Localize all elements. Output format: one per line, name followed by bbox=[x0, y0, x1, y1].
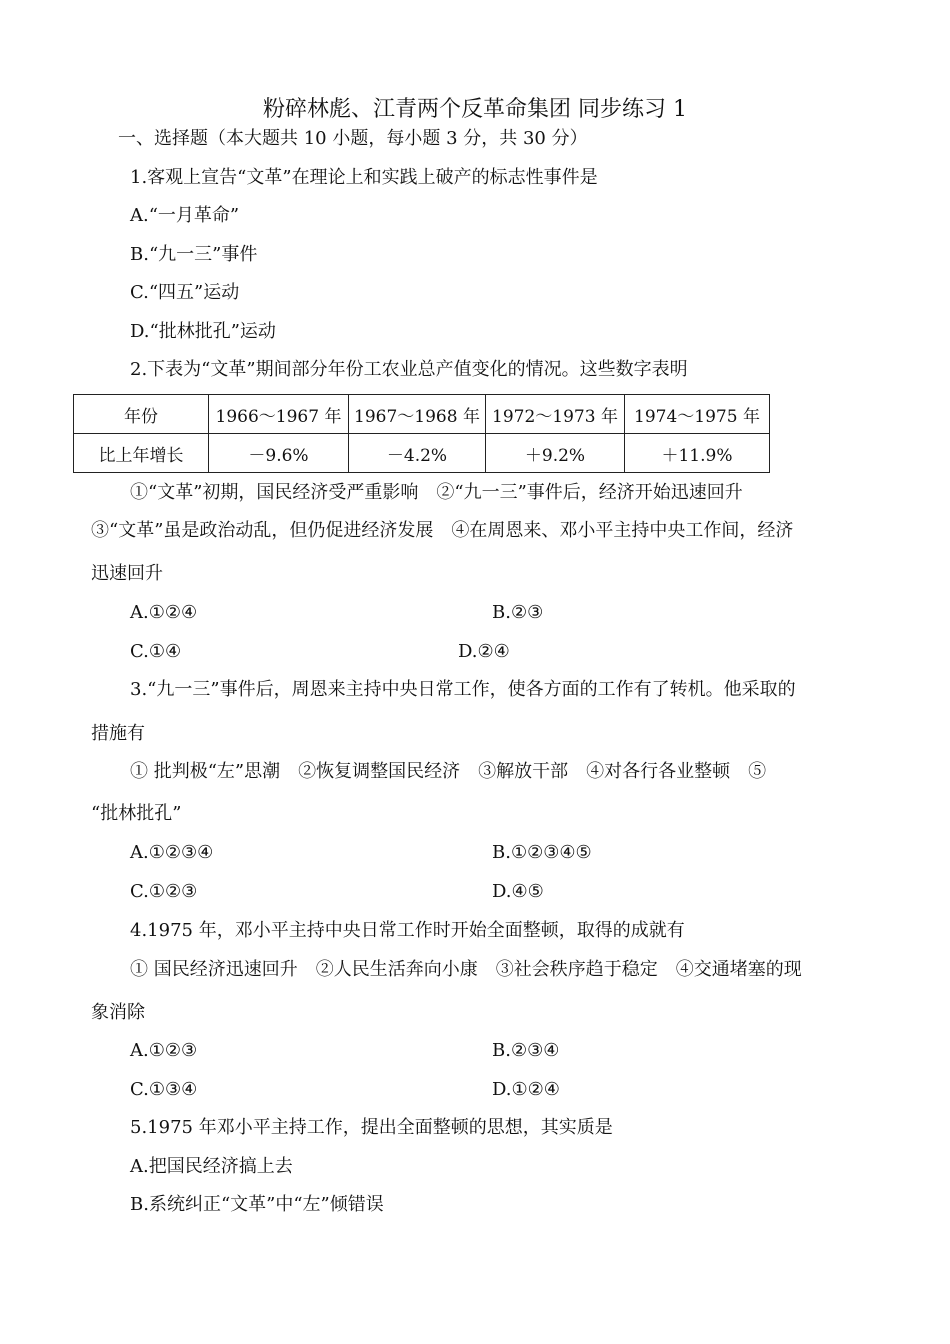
q5-option-a: A.把国民经济搞上去 bbox=[130, 1156, 293, 1177]
table-cell: 比上年增长 bbox=[74, 434, 209, 473]
table-cell: ＋9.2% bbox=[486, 434, 625, 473]
q4-option-d: D.①②④ bbox=[492, 1079, 560, 1100]
q2-statements-line1: ①“文革”初期，国民经济受严重影响 ②“九一三”事件后，经济开始迅速回升 bbox=[130, 482, 743, 503]
table-cell: －9.6% bbox=[209, 434, 349, 473]
q3-statements-line2: “批林批孔” bbox=[91, 803, 182, 824]
q1-option-c: C.“四五”运动 bbox=[130, 282, 240, 303]
q2-option-a: A.①②④ bbox=[130, 602, 198, 623]
q4-statements-line1: ① 国民经济迅速回升 ②人民生活奔向小康 ③社会秩序趋于稳定 ④交通堵塞的现 bbox=[130, 959, 802, 980]
q2-statements-line2: ③“文革”虽是政治动乱，但仍促进经济发展 ④在周恩来、邓小平主持中央工作间，经济 bbox=[91, 520, 794, 541]
q3-option-c: C.①②③ bbox=[130, 881, 198, 902]
q3-statements-line1: ① 批判极“左”思潮 ②恢复调整国民经济 ③解放干部 ④对各行各业整顿 ⑤ bbox=[130, 761, 767, 782]
q4-option-b: B.②③④ bbox=[492, 1040, 560, 1061]
section-heading: 一、选择题（本大题共 10 小题，每小题 3 分，共 30 分） bbox=[118, 128, 588, 149]
q1-option-d: D.“批林批孔”运动 bbox=[130, 321, 276, 342]
table-header-cell: 1974～1975 年 bbox=[625, 395, 770, 434]
table-row bbox=[74, 434, 770, 473]
table-cell: ＋11.9% bbox=[625, 434, 770, 473]
table-header-cell: 1967～1968 年 bbox=[349, 395, 486, 434]
q3-option-a: A.①②③④ bbox=[130, 842, 214, 863]
question-5-stem: 5.1975 年邓小平主持工作，提出全面整顿的思想，其实质是 bbox=[130, 1117, 613, 1138]
question-4-stem: 4.1975 年，邓小平主持中央日常工作时开始全面整顿，取得的成就有 bbox=[130, 920, 685, 941]
q2-statements-line3: 迅速回升 bbox=[91, 563, 163, 584]
question-1-stem: 1.客观上宣告“文革”在理论上和实践上破产的标志性事件是 bbox=[130, 167, 598, 188]
data-table bbox=[73, 394, 770, 473]
q2-option-b: B.②③ bbox=[492, 602, 544, 623]
table-header-cell: 1966～1967 年 bbox=[209, 395, 349, 434]
question-3-stem-line1: 3.“九一三”事件后，周恩来主持中央日常工作，使各方面的工作有了转机。他采取的 bbox=[130, 679, 796, 700]
table-header-row bbox=[74, 395, 770, 434]
q3-option-b: B.①②③④⑤ bbox=[492, 842, 592, 863]
q4-option-a: A.①②③ bbox=[130, 1040, 198, 1061]
table-header-cell: 1972～1973 年 bbox=[486, 395, 625, 434]
q1-option-a: A.“一月革命” bbox=[130, 205, 240, 226]
table-header-cell: 年份 bbox=[74, 395, 209, 434]
table-cell: －4.2% bbox=[349, 434, 486, 473]
q3-option-d: D.④⑤ bbox=[492, 881, 544, 902]
q2-option-d: D.②④ bbox=[458, 641, 510, 662]
q5-option-b: B.系统纠正“文革”中“左”倾错误 bbox=[130, 1194, 384, 1215]
q2-option-c: C.①④ bbox=[130, 641, 182, 662]
q1-option-b: B.“九一三”事件 bbox=[130, 244, 258, 265]
question-3-stem-line2: 措施有 bbox=[91, 723, 145, 744]
q4-option-c: C.①③④ bbox=[130, 1079, 198, 1100]
question-2-stem: 2.下表为“文革”期间部分年份工农业总产值变化的情况。这些数字表明 bbox=[130, 359, 688, 380]
q4-statements-line2: 象消除 bbox=[91, 1002, 145, 1023]
page-title: 粉碎林彪、江青两个反革命集团 同步练习 1 bbox=[263, 97, 687, 122]
